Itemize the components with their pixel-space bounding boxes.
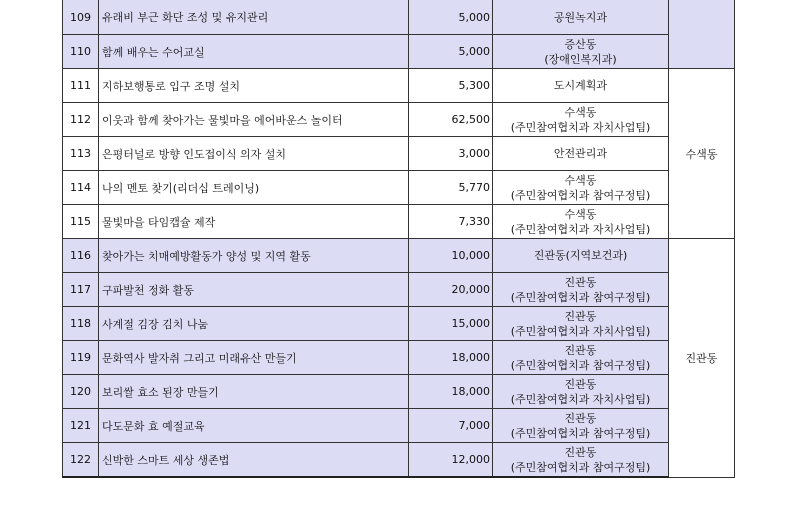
department [493, 239, 669, 273]
table-row [63, 171, 735, 205]
project-name: 은평터널로 방향 인도접이식 의자 설치 [99, 137, 409, 171]
department-line: 진관동 [564, 411, 597, 425]
budget-amount: 62,500 [409, 103, 493, 137]
department [493, 273, 669, 307]
department-line: 도시계획과 [553, 79, 608, 92]
budget-amount: 15,000 [409, 307, 493, 341]
project-table-body [63, 0, 735, 477]
table-row [63, 443, 735, 478]
budget-amount: 5,770 [409, 171, 493, 205]
row-number: 111 [63, 69, 99, 103]
department-line: 공원녹지과 [553, 10, 608, 24]
department [493, 171, 669, 205]
department-line: 안전관리과 [553, 147, 608, 160]
budget-amount: 5,300 [409, 69, 493, 103]
budget-amount: 5,000 [409, 35, 493, 69]
row-number: 109 [63, 0, 99, 35]
department [493, 0, 669, 35]
project-name: 함께 배우는 수어교실 [99, 35, 409, 69]
budget-amount: 7,000 [409, 409, 493, 443]
department-line: 진관동 [564, 445, 597, 459]
budget-amount: 10,000 [409, 239, 493, 273]
project-name: 사계절 김장 김치 나눔 [99, 307, 409, 341]
department-line: (주민참여협치과 자치사업팀) [510, 222, 651, 236]
department-line: (주민참여협치과 자치사업팀) [510, 324, 651, 338]
department [493, 137, 669, 171]
budget-amount: 5,000 [409, 0, 493, 35]
row-number: 115 [63, 205, 99, 239]
project-name: 신박한 스마트 세상 생존법 [99, 443, 409, 478]
row-number: 117 [63, 273, 99, 307]
table-row [63, 239, 735, 273]
row-number: 120 [63, 375, 99, 409]
project-name: 이웃과 함께 찾아가는 물빛마을 에어바운스 놀이터 [99, 103, 409, 137]
table-row [63, 375, 735, 409]
project-name: 구파발천 정화 활동 [99, 273, 409, 307]
row-number: 119 [63, 341, 99, 375]
department-line: (주민참여협치과 참여구정팀) [510, 290, 651, 304]
row-number: 122 [63, 443, 99, 478]
row-number: 112 [63, 103, 99, 137]
budget-amount: 18,000 [409, 341, 493, 375]
project-name: 지하보행통로 입구 조명 설치 [99, 69, 409, 103]
department [493, 443, 669, 478]
project-name: 물빛마을 타임캡슐 제작 [99, 205, 409, 239]
table-row [63, 0, 735, 35]
project-name: 보리쌀 효소 된장 만들기 [99, 375, 409, 409]
department [493, 409, 669, 443]
project-name: 나의 멘토 찾기(리더십 트레이닝) [99, 171, 409, 205]
row-number: 116 [63, 239, 99, 273]
project-table [62, 0, 735, 478]
district-group: 진관동 [669, 239, 735, 478]
department-line: (주민참여협치과 자치사업팀) [510, 120, 651, 134]
department-line: 증산동 [564, 37, 597, 51]
project-name: 문화역사 발자취 그리고 미래유산 만들기 [99, 341, 409, 375]
table-row [63, 307, 735, 341]
row-number: 110 [63, 35, 99, 69]
table-row [63, 205, 735, 239]
budget-amount: 18,000 [409, 375, 493, 409]
row-number: 118 [63, 307, 99, 341]
department [493, 341, 669, 375]
department-line: (주민참여협치과 참여구정팀) [510, 460, 651, 474]
table-row [63, 341, 735, 375]
department [493, 103, 669, 137]
district-group: 수색동 [669, 69, 735, 239]
department-line: 진관동 [564, 309, 597, 323]
district-group [669, 0, 735, 69]
table-row [63, 69, 735, 103]
table-row [63, 103, 735, 137]
project-name: 찾아가는 치매예방활동가 양성 및 지역 활동 [99, 239, 409, 273]
department-line: 진관동 [564, 275, 597, 289]
department-line: 진관동 [564, 343, 597, 357]
department-line: (주민참여협치과 참여구정팀) [510, 188, 651, 202]
table-row [63, 409, 735, 443]
department [493, 35, 669, 69]
department [493, 69, 669, 103]
budget-amount: 20,000 [409, 273, 493, 307]
department-line: 수색동 [564, 207, 597, 221]
budget-amount: 12,000 [409, 443, 493, 478]
department-line: 수색동 [564, 105, 597, 119]
project-name: 다도문화 효 예절교육 [99, 409, 409, 443]
department [493, 307, 669, 341]
project-name: 유래비 부근 화단 조성 및 유지관리 [99, 0, 409, 35]
department-line: (주민참여협치과 참여구정팀) [510, 358, 651, 372]
row-number: 121 [63, 409, 99, 443]
department-line: 진관동 [564, 377, 597, 391]
budget-amount: 7,330 [409, 205, 493, 239]
row-number: 113 [63, 137, 99, 171]
table-row [63, 137, 735, 171]
department-line: (주민참여협치과 자치사업팀) [510, 392, 651, 406]
department-line: 진관동(지역보건과) [533, 249, 628, 262]
department-line: (주민참여협치과 참여구정팀) [510, 426, 651, 440]
table-row [63, 273, 735, 307]
department [493, 375, 669, 409]
table-row [63, 35, 735, 69]
row-number: 114 [63, 171, 99, 205]
budget-amount: 3,000 [409, 137, 493, 171]
department-line: (장애인복지과) [544, 52, 617, 66]
department-line: 수색동 [564, 173, 597, 187]
department [493, 205, 669, 239]
